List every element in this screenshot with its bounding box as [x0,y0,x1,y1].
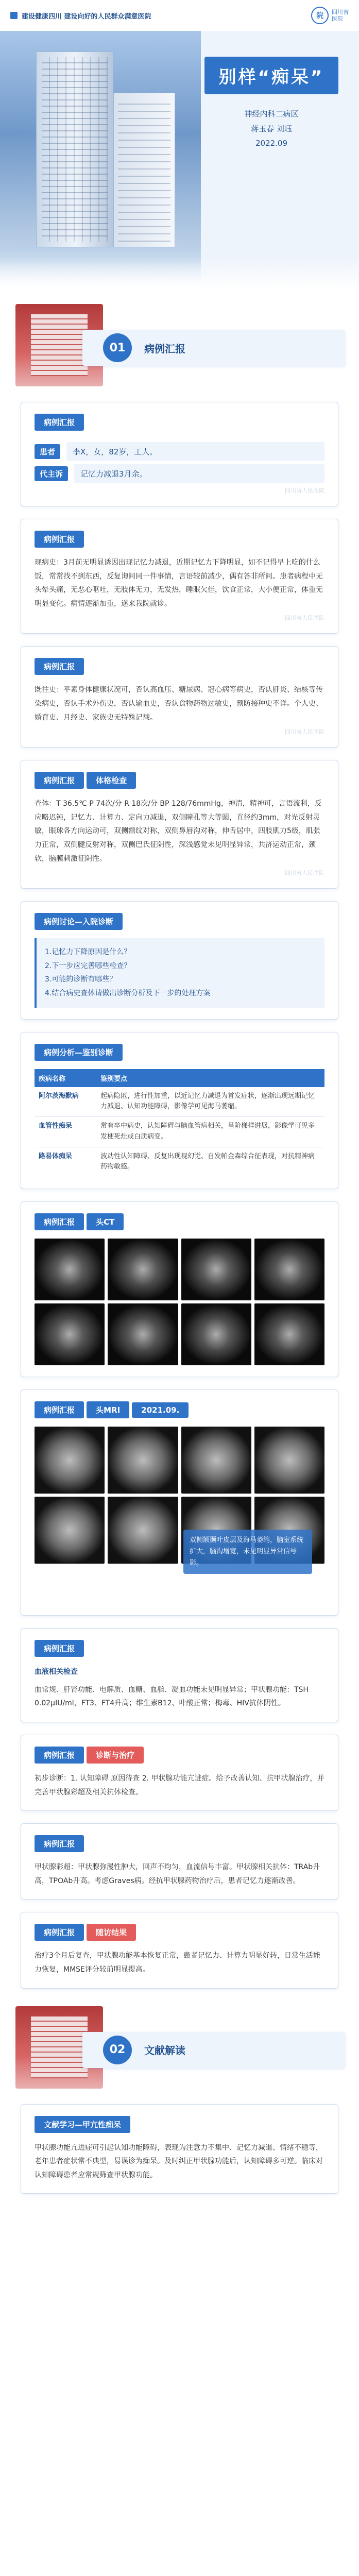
card-tag: 文献学习—甲亢性痴呆 [35,2116,130,2133]
ct-image [108,1239,178,1300]
ct-image [254,1239,324,1300]
department: 神经内科二病区 [244,109,299,118]
followup-text: 治疗3个月后复查，甲状腺功能基本恢复正常，患者记忆力、计算力明显好转，日常生活能力恢复，MMSE评分较前明显提高。 [35,1952,320,1974]
patient-value: 李X，女，82岁，工人。 [66,442,324,461]
section-label: 文献解读 [144,2044,185,2057]
complaint-value: 记忆力减退3月余。 [74,464,324,483]
hospital-logo-text: 四川省 医院 [332,8,349,22]
table-cell: 波动性认知障碍、反复出现视幻觉、自发帕金森综合征表现，对抗精神病药物敏感。 [96,1147,324,1177]
ct-image [181,1303,251,1365]
table-cell: 路易体痴呆 [35,1147,96,1177]
card-tag: 病例汇报 [35,658,84,675]
table-row [35,1147,324,1177]
card-tag: 病例汇报 [35,531,84,548]
table-header: 鉴别要点 [96,1069,324,1087]
table-cell: 血管性痴呆 [35,1117,96,1147]
top-bar [0,0,359,31]
table-row [35,1087,324,1117]
card-tag-2: 头CT [87,1213,124,1230]
date: 2022.09 [255,139,288,148]
questions-list [35,938,324,1007]
top-left-title: 建设健康四川 建设向好的人民群众满意医院 [22,12,151,21]
literature-card [21,2104,338,2194]
history-card [21,519,338,634]
card-tag: 病例汇报 [35,1924,84,1941]
mri-image [108,1427,178,1494]
diagnosis-text: 初步诊断：1. 认知障碍 原因待查 2. 甲状腺功能亢进症。给予改善认知、抗甲状腺治疗，并完善甲状腺彩超及相关抗体检查。 [35,1774,324,1797]
patient-card [21,402,338,506]
watermark: 四川省人民医院 [285,728,324,736]
section-strip [82,2032,345,2068]
table-cell: 起病隐匿，进行性加重，以近记忆力减退为首发症状，逐渐出现远期记忆力减退、认知功能障碍，影像学可见海马萎缩。 [96,1087,324,1117]
hospital-logo [311,7,349,24]
past-history-text: 既往史：平素身体健康状况可，否认高血压、糖尿病、冠心病等病史，否认肝炎、结核等传染病史，否认手术外伤史，否认输血史，否认食物药物过敏史，预防接种史不详。个人史、婚育史、月经史、家族史无特殊记载。 [35,686,323,722]
watermark: 四川省人民医院 [285,487,324,494]
ct-image [108,1303,178,1365]
page-title: 别样“痴呆” [204,57,338,94]
title-box [204,57,338,151]
question-2: 2.下一步应完善哪些检查？ [45,961,131,970]
card-tag-2: 头MRI [87,1401,129,1418]
differential-table [35,1069,324,1178]
card-tag: 病例汇报 [35,1213,84,1230]
table-cell: 阿尔茨海默病 [35,1087,96,1117]
section-banner-02 [0,2001,359,2094]
hero [0,31,359,289]
ct-image [254,1303,324,1365]
ct-image [181,1239,251,1300]
past-history-card [21,646,338,748]
card-tag: 病例汇报 [35,1640,84,1657]
question-3: 3.可能的诊断有哪些？ [45,975,117,984]
differential-card [21,1032,338,1190]
watermark: 四川省人民医院 [285,615,324,622]
followup-card [21,1912,338,1988]
top-left [10,11,151,21]
ct-images [35,1239,324,1365]
lab-results-text: 血常规、肝肾功能、电解质、血糖、血脂、凝血功能未见明显异常；甲状腺功能：TSH 0.02μIU/ml，FT3、FT4升高；维生素B12、叶酸正常；梅毒、HIV抗体阴性。 [35,1685,309,1708]
mri-card [21,1389,338,1616]
section-label: 病例汇报 [144,342,185,355]
hospital-logo-icon: 院 [311,7,329,24]
thyroid-text: 甲状腺彩超：甲状腺弥漫性肿大，回声不均匀，血流信号丰富。甲状腺相关抗体：TRAb升高，TPOAb升高。考虑Graves病。经抗甲状腺药物治疗后，患者记忆力逐渐改善。 [35,1863,320,1885]
thyroid-card [21,1823,338,1900]
complaint-row [35,464,324,483]
table-cell: 常有卒中病史，认知障碍与脑血管病相关，呈阶梯样进展，影像学可见多发梗死灶或白质病变。 [96,1117,324,1147]
mri-note: 双侧额颞叶皮层及海马萎缩，脑室系统扩大，脑沟增宽，未见明显异常信号影。 [183,1530,312,1574]
table-row [35,1117,324,1147]
history-text: 现病史：3月前无明显诱因出现记忆力减退，近期记忆力下降明显，如不记得早上吃的什么饭，常常找不到东西，反复询问同一件事情，言语较前减少，偶有答非所问。患者病程中无头晕头痛，无恶心呕吐，无肢体无力，无发热，睡眠欠佳，饮食正常，大小便正常，体重无明显变化。病情逐渐加重，遂来我院就诊。 [35,558,323,608]
flag-icon [10,12,18,19]
followup-subtag: 随访结果 [87,1924,136,1941]
card-tag: 病例讨论—入院诊断 [35,913,123,930]
watermark: 四川省人民医院 [285,870,324,877]
complaint-label: 代主诉 [35,466,68,481]
literature-text: 甲状腺功能亢进症可引起认知功能障碍，表现为注意力不集中、记忆力减退、情绪不稳等，老年患者症状常不典型，易误诊为痴呆。及时纠正甲状腺功能后，认知障碍多可逆。临床对认知障碍患者应常规筛查甲状腺功能。 [35,2143,323,2179]
card-tag: 病例汇报 [35,414,84,431]
card-tag: 病例汇报 [35,772,84,789]
question-1: 1.记忆力下降原因是什么？ [45,948,131,957]
header [0,0,359,289]
author: 蒋玉春 刘珏 [251,124,292,133]
title-meta [204,107,338,151]
table-header: 疾病名称 [35,1069,96,1087]
section-strip [82,330,345,366]
ct-image [35,1239,105,1300]
card-tag: 病例分析—鉴别诊断 [35,1044,123,1061]
card-tag: 病例汇报 [35,1401,84,1418]
ct-image [35,1303,105,1365]
mri-image [35,1427,105,1494]
lab-results-title: 血液相关检查 [35,1668,78,1676]
mri-image [254,1427,324,1494]
exam-text: 查体：T 36.5℃ P 74次/分 R 18次/分 BP 128/76mmHg，神清，精神可，言语流利，反应略迟钝，记忆力、计算力、定向力减退，双侧瞳孔等大等圆，直径约3mm，对光反射灵敏，眼球各方向运动可，双侧额纹对称，双侧鼻唇沟对称，伸舌居中，四肢肌力5级，肌张力正常，双侧腱反射对称，双侧巴氏征阴性，深浅感觉未见明显异常，共济运动正常，颈软，脑膜刺激征阴性。 [35,800,322,863]
hospital-building-image [0,31,201,289]
section-number: 02 [103,2036,132,2064]
card-tag: 病例汇报 [35,1747,84,1764]
mri-image [181,1427,251,1494]
mri-image [108,1497,178,1564]
card-tag: 病例汇报 [35,1835,84,1852]
patient-row [35,442,324,461]
section-number: 01 [103,333,132,362]
card-tag-2: 体格检查 [87,772,136,789]
ct-card [21,1201,338,1377]
question-4: 4.结合病史查体请做出诊断分析及下一步的处理方案 [45,989,211,997]
questions-card [21,901,338,1019]
mri-date: 2021.09. [132,1402,189,1418]
diagnosis-card [21,1735,338,1811]
diagnosis-subtag: 诊断与治疗 [87,1747,144,1764]
section-banner-01 [0,299,359,392]
lab-results-card [21,1628,338,1722]
mri-image [35,1497,105,1564]
patient-label: 患者 [35,444,60,459]
exam-card [21,760,338,889]
